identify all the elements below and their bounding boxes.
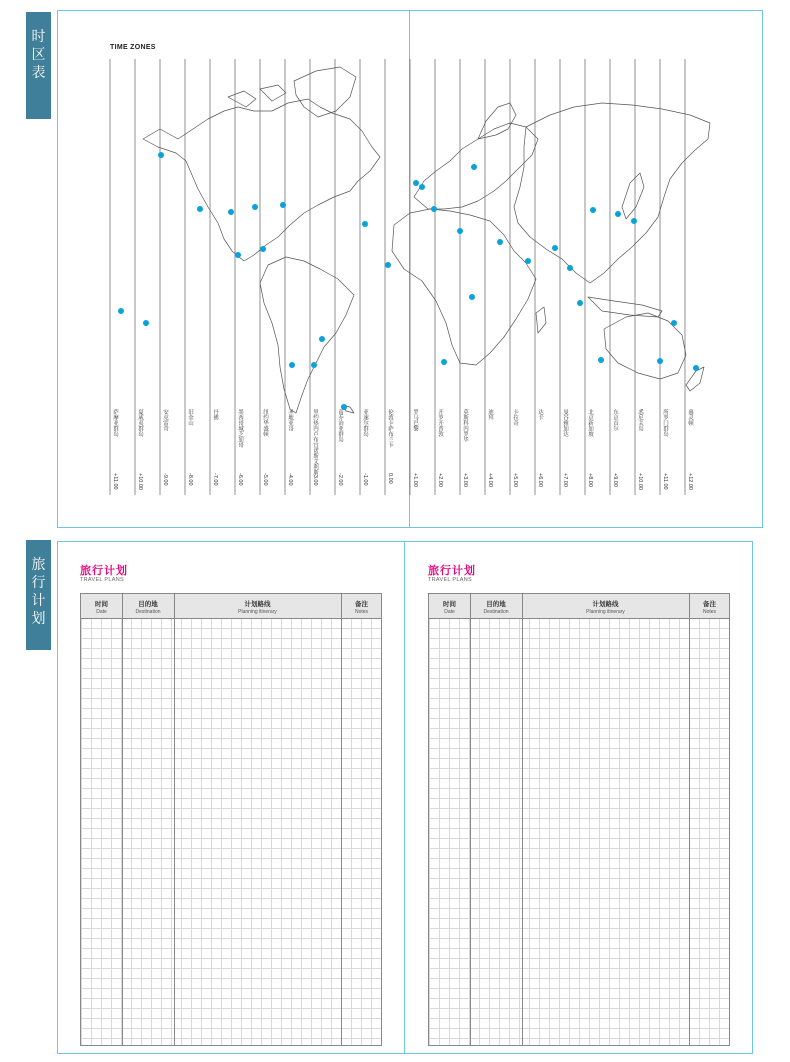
zone-city-label: 安克雷奇	[162, 409, 168, 431]
travel-plan-table-right	[428, 593, 730, 1046]
city-marker	[567, 265, 573, 271]
header-notes: 备注 Notes	[354, 600, 369, 615]
zone-city-label: 悉尼关岛	[637, 409, 643, 431]
city-marker	[471, 164, 477, 170]
header-destination: 目的地 Destination	[483, 600, 509, 615]
zone-city-label: 罗马巴黎	[412, 409, 418, 431]
zone-offset-label: +2.00	[437, 473, 443, 487]
city-marker	[289, 362, 295, 368]
madagascar-outline	[536, 307, 546, 333]
south-america-outline	[260, 257, 354, 413]
grid-area	[81, 618, 381, 1045]
city-marker	[469, 294, 475, 300]
tab-char: 时	[31, 29, 46, 45]
header-notes: 备注 Notes	[702, 600, 717, 615]
city-marker	[525, 258, 531, 264]
time-zones-spread	[57, 10, 763, 528]
city-marker	[362, 221, 368, 227]
zone-offset-label: -5.00	[262, 473, 268, 486]
africa-outline	[392, 209, 536, 365]
zone-offset-label: +1.00	[412, 473, 418, 487]
zone-city-label: 东京首尔	[612, 409, 618, 431]
tab-time-zones	[26, 12, 51, 119]
header-date: 时间 Date	[95, 600, 108, 615]
city-marker	[615, 211, 621, 217]
zone-city-label: 迪拜	[487, 409, 493, 420]
zone-city-label: 萨摩亚群岛	[112, 409, 118, 437]
zone-offset-label: +6.00	[537, 473, 543, 487]
zone-city-label: 伦敦卡萨布兰卡	[387, 409, 393, 448]
city-marker	[552, 245, 558, 251]
zone-offset-label: -3.00	[312, 473, 318, 486]
zone-city-label: 里约热内卢布宜诺斯艾利斯	[312, 409, 318, 475]
zone-offset-label: +3.00	[462, 473, 468, 487]
zone-offset-label: +11.00	[112, 473, 118, 490]
zone-offset-label: +9.00	[612, 473, 618, 487]
city-marker	[441, 359, 447, 365]
city-marker	[197, 206, 203, 212]
column-divider	[122, 594, 123, 1045]
plan-subtitle: TRAVEL PLANS	[80, 577, 124, 583]
zone-offset-label: +7.00	[562, 473, 568, 487]
zone-city-label: 曼谷雅加达	[562, 409, 568, 437]
table-header	[429, 594, 729, 619]
zone-city-label: 卡拉奇	[512, 409, 518, 426]
tab-char: 划	[31, 611, 46, 627]
column-divider	[174, 594, 175, 1045]
tab-char: 行	[31, 575, 46, 591]
city-marker	[590, 207, 596, 213]
tab-char: 计	[31, 593, 46, 609]
city-marker	[413, 180, 419, 186]
city-marker	[311, 362, 317, 368]
zone-city-label: 所罗门群岛	[662, 409, 668, 437]
city-marker	[577, 300, 583, 306]
asia-outline	[514, 103, 710, 283]
japan-outline	[622, 173, 644, 219]
zone-offset-label: -2.00	[337, 473, 343, 486]
city-marker	[598, 357, 604, 363]
zone-city-label: 丹佛	[212, 409, 218, 420]
city-marker	[457, 228, 463, 234]
zone-offset-label: -4.00	[287, 473, 293, 486]
grid-area	[429, 618, 729, 1045]
zone-offset-label: -8.00	[187, 473, 193, 486]
column-divider	[689, 594, 690, 1045]
plan-title: 旅行计划	[428, 564, 476, 577]
city-marker	[319, 336, 325, 342]
plan-title: 旅行计划	[80, 564, 128, 577]
city-marker	[497, 239, 503, 245]
zone-city-label: 墨西哥城芝加哥	[237, 409, 243, 448]
city-marker	[158, 152, 164, 158]
city-marker	[143, 320, 149, 326]
tab-travel-plans	[26, 540, 51, 650]
city-marker	[260, 246, 266, 252]
city-marker	[228, 209, 234, 215]
header-itinerary: 计划路线 Planning itinerary	[238, 600, 277, 615]
zone-offset-label: -1.00	[362, 473, 368, 486]
zone-city-label: 惠灵顿	[687, 409, 693, 426]
zone-offset-label: -9.00	[162, 473, 168, 486]
city-marker	[235, 252, 241, 258]
zone-city-label: 北京新加坡	[587, 409, 593, 437]
tab-char: 区	[31, 47, 46, 63]
zone-offset-label: +11.00	[662, 473, 668, 490]
zone-city-label: 夏威夷群岛	[137, 409, 143, 437]
zone-city-label: 开罗开普敦	[437, 409, 443, 437]
zone-city-label: 莫斯科内罗毕	[462, 409, 468, 442]
city-markers	[118, 152, 699, 410]
city-marker	[385, 262, 391, 268]
zone-offset-label: +4.00	[487, 473, 493, 487]
zone-offset-label: +12.00	[687, 473, 693, 490]
zone-offset-label: 0.00	[387, 473, 393, 484]
zone-city-label: 圣地亚哥	[287, 409, 293, 431]
city-marker	[431, 206, 437, 212]
header-destination: 目的地 Destination	[135, 600, 161, 615]
city-marker	[118, 308, 124, 314]
zone-offset-label: +5.00	[512, 473, 518, 487]
city-marker	[671, 320, 677, 326]
world-map	[58, 11, 764, 529]
city-marker	[252, 204, 258, 210]
spread-fold	[404, 542, 405, 1053]
city-marker	[657, 358, 663, 364]
zone-offset-label: +8.00	[587, 473, 593, 487]
column-divider	[341, 594, 342, 1045]
header-date: 时间 Date	[443, 600, 456, 615]
continent-outlines	[143, 67, 710, 413]
table-header	[81, 594, 381, 619]
zone-offset-label: -7.00	[212, 473, 218, 486]
tab-char: 旅	[31, 557, 46, 573]
north-america-outline	[143, 99, 380, 261]
city-marker	[280, 202, 286, 208]
time-zones-title: TIME ZONES	[110, 44, 156, 51]
header-itinerary: 计划路线 Planning itinerary	[586, 600, 625, 615]
zone-offset-label: +10.00	[637, 473, 643, 490]
travel-plan-table-left	[80, 593, 382, 1046]
city-marker	[693, 365, 699, 371]
zone-city-label: 旧金山	[187, 409, 193, 426]
zone-offset-label: +10.00	[137, 473, 143, 490]
tab-char: 表	[31, 65, 46, 81]
zone-city-label: 达卡	[537, 409, 543, 420]
city-marker	[419, 184, 425, 190]
zone-city-label: 纽约华盛顿	[262, 409, 268, 437]
zone-offset-label: -6.00	[237, 473, 243, 486]
zone-city-label: 南乔治亚群岛	[337, 409, 343, 442]
arctic-islands-outline	[228, 85, 286, 107]
zone-city-label: 亚速尔群岛	[362, 409, 368, 437]
travel-plans-spread	[57, 541, 753, 1054]
column-divider	[470, 594, 471, 1045]
city-marker	[631, 218, 637, 224]
column-divider	[522, 594, 523, 1045]
plan-subtitle: TRAVEL PLANS	[428, 577, 472, 583]
